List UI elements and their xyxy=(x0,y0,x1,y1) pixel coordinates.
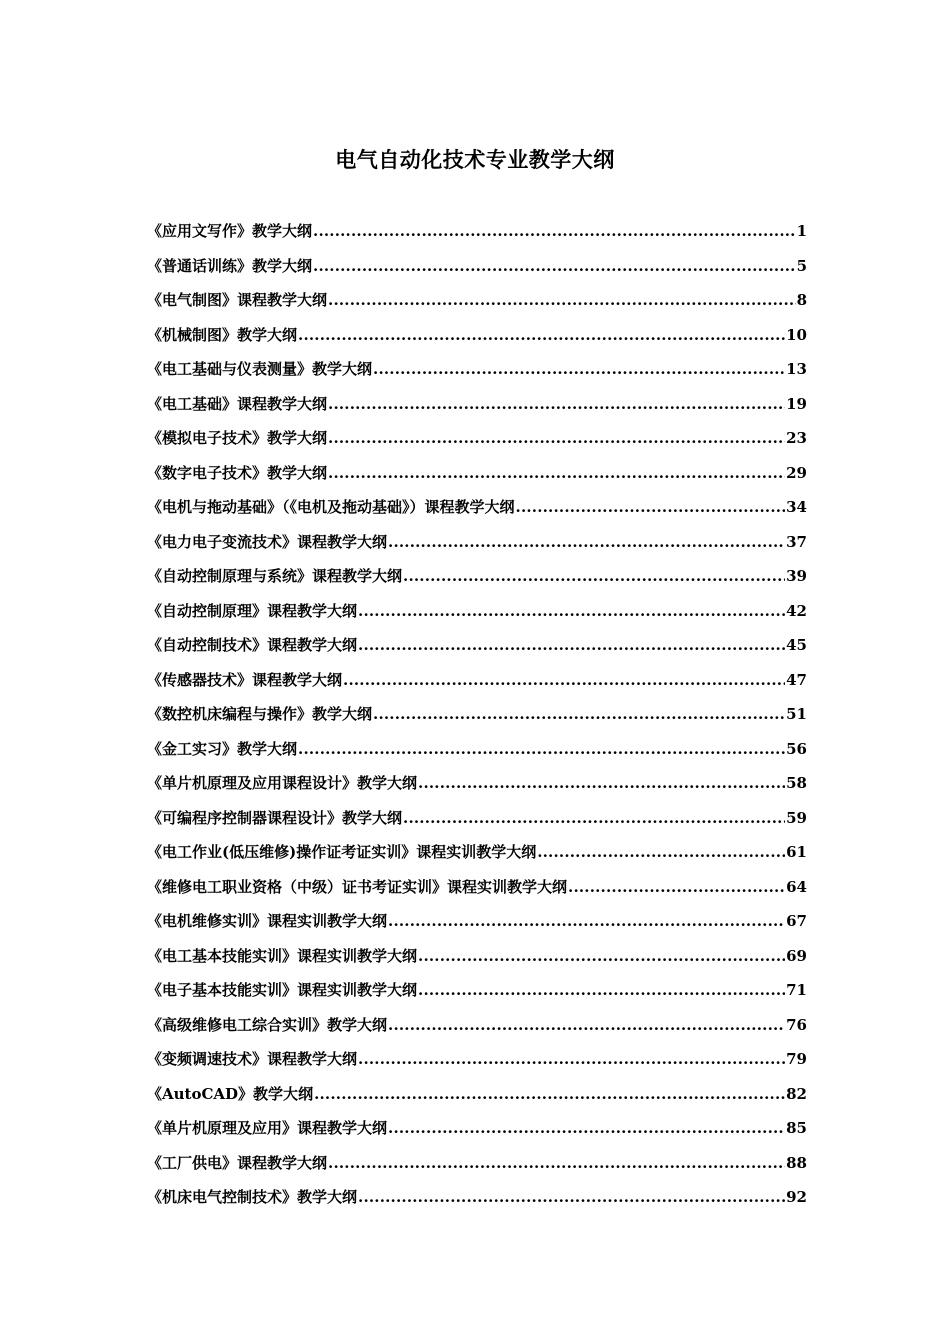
toc-page-number: 85 xyxy=(786,1119,807,1137)
toc-page-number: 51 xyxy=(786,705,807,723)
toc-entry-label: 《单片机原理及应用课程设计》教学大纲 xyxy=(147,774,418,792)
toc-page-number: 37 xyxy=(786,532,807,551)
toc-page-number: 61 xyxy=(786,843,807,861)
toc-entry[interactable] xyxy=(147,805,807,840)
toc-entry-label: 《电工基本技能实训》课程实训教学大纲 xyxy=(147,946,418,965)
toc-dot-leader xyxy=(403,805,785,831)
toc-page-number: 88 xyxy=(786,1153,807,1172)
toc-page-number: 29 xyxy=(786,463,807,482)
toc-page-number: 71 xyxy=(786,981,807,999)
toc-entry-label: 《电子基本技能实训》课程实训教学大纲 xyxy=(147,981,418,999)
toc-dot-leader xyxy=(358,632,785,658)
toc-entry-label: 《电机维修实训》课程实训教学大纲 xyxy=(147,912,388,930)
toc-entry[interactable] xyxy=(147,874,807,909)
toc-entry[interactable] xyxy=(147,839,807,874)
toc-entry[interactable] xyxy=(147,1046,807,1081)
toc-entry[interactable] xyxy=(147,632,807,667)
toc-entry-label: 《变频调速技术》课程教学大纲 xyxy=(147,1050,358,1068)
toc-entry-label: 《工厂供电》课程教学大纲 xyxy=(147,1153,328,1172)
table-of-contents xyxy=(147,218,807,1219)
toc-dot-leader xyxy=(328,1150,785,1176)
toc-dot-leader xyxy=(388,529,785,555)
toc-page-number: 10 xyxy=(786,325,807,344)
toc-dot-leader xyxy=(516,494,786,520)
toc-dot-leader xyxy=(388,1012,785,1038)
toc-page-number: 39 xyxy=(786,567,807,585)
toc-entry[interactable] xyxy=(147,1150,807,1185)
toc-dot-leader xyxy=(313,253,796,279)
toc-entry[interactable] xyxy=(147,356,807,391)
toc-entry-label: 《自动控制技术》课程教学大纲 xyxy=(147,636,358,654)
toc-entry-label: 《电力电子变流技术》课程教学大纲 xyxy=(147,532,388,551)
toc-page-number: 82 xyxy=(786,1084,807,1103)
toc-page-number: 5 xyxy=(796,256,807,275)
toc-entry[interactable] xyxy=(147,908,807,943)
toc-entry[interactable] xyxy=(147,563,807,598)
toc-dot-leader xyxy=(358,1046,785,1072)
toc-entry[interactable] xyxy=(147,1115,807,1150)
toc-entry[interactable] xyxy=(147,218,807,253)
toc-entry-label: 《机械制图》教学大纲 xyxy=(147,325,298,344)
toc-page-number: 59 xyxy=(786,808,807,827)
toc-entry[interactable] xyxy=(147,701,807,736)
toc-entry[interactable] xyxy=(147,977,807,1012)
toc-entry-label: 《电工基础》课程教学大纲 xyxy=(147,394,328,413)
toc-entry[interactable] xyxy=(147,943,807,978)
toc-entry-label: 《AutoCAD》教学大纲 xyxy=(147,1084,314,1103)
toc-entry[interactable] xyxy=(147,770,807,805)
toc-page-number: 76 xyxy=(786,1015,807,1034)
toc-dot-leader xyxy=(403,563,785,589)
toc-page-number: 45 xyxy=(786,636,807,654)
toc-entry[interactable] xyxy=(147,494,807,529)
toc-page-number: 19 xyxy=(786,394,807,413)
toc-dot-leader xyxy=(314,1081,785,1107)
toc-dot-leader xyxy=(537,839,785,865)
toc-dot-leader xyxy=(388,1115,785,1141)
toc-page-number: 79 xyxy=(786,1050,807,1068)
toc-page-number: 8 xyxy=(796,291,807,309)
toc-entry-label: 《自动控制原理与系统》课程教学大纲 xyxy=(147,567,403,585)
toc-entry-label: 《高级维修电工综合实训》教学大纲 xyxy=(147,1015,388,1034)
toc-entry[interactable] xyxy=(147,1081,807,1116)
toc-entry[interactable] xyxy=(147,425,807,460)
toc-entry[interactable] xyxy=(147,529,807,564)
toc-entry[interactable] xyxy=(147,667,807,702)
toc-dot-leader xyxy=(418,943,785,969)
toc-dot-leader xyxy=(343,667,785,693)
toc-entry[interactable] xyxy=(147,253,807,288)
toc-dot-leader xyxy=(328,287,796,313)
toc-entry-label: 《模拟电子技术》教学大纲 xyxy=(147,429,328,447)
toc-dot-leader xyxy=(373,701,785,727)
toc-dot-leader xyxy=(358,1184,785,1210)
toc-entry-label: 《普通话训练》教学大纲 xyxy=(147,256,313,275)
toc-page-number: 23 xyxy=(786,429,807,447)
toc-dot-leader xyxy=(418,977,785,1003)
toc-entry-label: 《可编程序控制器课程设计》教学大纲 xyxy=(147,808,403,827)
toc-page-number: 64 xyxy=(786,877,807,896)
toc-entry-label: 《电工作业(低压维修)操作证考证实训》课程实训教学大纲 xyxy=(147,843,537,861)
toc-page-number: 69 xyxy=(786,946,807,965)
toc-page-number: 34 xyxy=(786,498,807,516)
toc-entry-label: 《电机与拖动基础》（《电机及拖动基础》）课程教学大纲 xyxy=(147,498,515,516)
toc-entry[interactable] xyxy=(147,287,807,322)
toc-page-number: 13 xyxy=(786,360,807,378)
toc-page-number: 56 xyxy=(786,739,807,758)
toc-dot-leader xyxy=(388,908,785,934)
toc-entry-label: 《机床电气控制技术》教学大纲 xyxy=(147,1188,358,1206)
toc-dot-leader xyxy=(373,356,785,382)
toc-entry-label: 《金工实习》教学大纲 xyxy=(147,739,298,758)
toc-entry[interactable] xyxy=(147,322,807,357)
document-title: 电气自动化技术专业教学大纲 xyxy=(335,147,615,172)
toc-dot-leader xyxy=(313,218,796,244)
toc-entry-label: 《数控机床编程与操作》教学大纲 xyxy=(147,705,373,723)
toc-page-number: 1 xyxy=(796,222,807,240)
toc-entry[interactable] xyxy=(147,1012,807,1047)
toc-dot-leader xyxy=(358,598,785,624)
toc-entry-label: 《传感器技术》课程教学大纲 xyxy=(147,670,343,689)
toc-page-number: 47 xyxy=(786,670,807,689)
toc-dot-leader xyxy=(328,460,785,486)
toc-entry[interactable] xyxy=(147,460,807,495)
toc-entry-label: 《维修电工职业资格（中级）证书考证实训》课程实训教学大纲 xyxy=(147,877,568,896)
toc-dot-leader xyxy=(328,425,785,451)
toc-entry[interactable] xyxy=(147,736,807,771)
toc-page-number: 58 xyxy=(786,774,807,792)
toc-dot-leader xyxy=(418,770,785,796)
toc-entry-label: 《应用文写作》教学大纲 xyxy=(147,222,313,240)
toc-page-number: 92 xyxy=(786,1188,807,1206)
toc-entry[interactable] xyxy=(147,391,807,426)
toc-dot-leader xyxy=(328,391,785,417)
toc-page-number: 42 xyxy=(786,601,807,620)
toc-page-number: 67 xyxy=(786,912,807,930)
toc-dot-leader xyxy=(298,322,785,348)
toc-entry-label: 《自动控制原理》课程教学大纲 xyxy=(147,601,358,620)
toc-entry-label: 《数字电子技术》教学大纲 xyxy=(147,463,328,482)
toc-dot-leader xyxy=(568,874,785,900)
toc-dot-leader xyxy=(298,736,785,762)
toc-entry[interactable] xyxy=(147,1184,807,1219)
toc-entry-label: 《电工基础与仪表测量》教学大纲 xyxy=(147,360,373,378)
toc-entry-label: 《电气制图》课程教学大纲 xyxy=(147,291,328,309)
toc-entry-label: 《单片机原理及应用》课程教学大纲 xyxy=(147,1119,388,1137)
toc-entry[interactable] xyxy=(147,598,807,633)
